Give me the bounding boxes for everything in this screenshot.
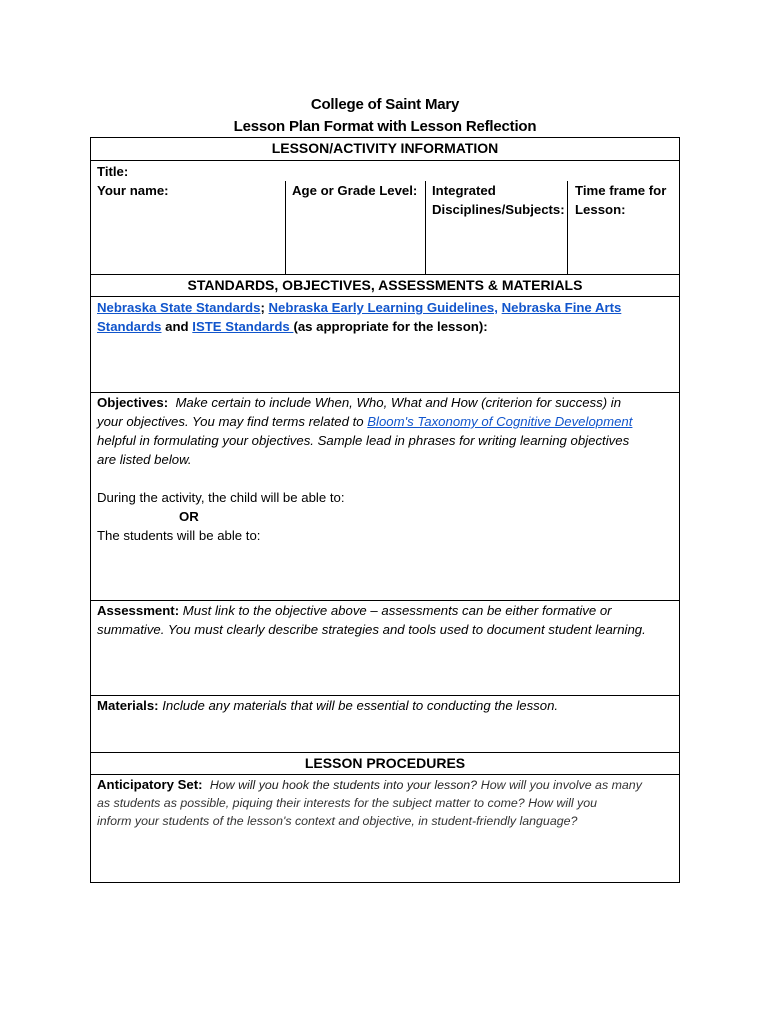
anticipatory-set-block xyxy=(91,774,679,882)
college-name: College of Saint Mary xyxy=(310,96,460,113)
link-nebraska-early-learning[interactable]: Nebraska Early Learning Guidelines, xyxy=(268,300,498,315)
objectives-label: Objectives: xyxy=(97,395,169,410)
title-label: Title: xyxy=(97,164,129,179)
section-heading-standards: STANDARDS, OBJECTIVES, ASSESSMENTS & MATERIALS xyxy=(91,274,679,296)
time-line-1: Time frame for xyxy=(575,183,667,198)
assessment-block xyxy=(91,600,679,695)
anticipatory-q1b: How will you involve as many xyxy=(480,778,642,792)
link-nebraska-fine-arts-part2[interactable]: Standards xyxy=(97,319,162,334)
link-iste-standards[interactable]: ISTE Standards xyxy=(192,319,294,334)
anticipatory-q1: How will you hook the students into your lesson? xyxy=(209,778,478,792)
your-name-label: Your name: xyxy=(97,183,169,198)
time-line-2: Lesson: xyxy=(575,202,626,217)
during-activity-text: During the activity, the child will be able to: xyxy=(97,490,345,505)
section-heading-lesson-info: LESSON/ACTIVITY INFORMATION xyxy=(271,140,499,156)
section-heading-procedures: LESSON PROCEDURES xyxy=(91,752,679,774)
objectives-text-3: helpful in formulating your objectives. Sample lead in phrases for writing learning objectives xyxy=(97,433,630,448)
separator: ; xyxy=(260,300,265,315)
students-able-text: The students will be able to: xyxy=(97,528,261,543)
objectives-text-1: Make certain to include When, Who, What and How (criterion for success) in xyxy=(175,395,622,410)
and-text: and xyxy=(165,319,189,334)
materials-label: Materials: xyxy=(97,698,159,713)
integrated-disciplines-label xyxy=(432,181,565,219)
time-frame-label xyxy=(575,181,666,219)
assessment-label: Assessment: xyxy=(97,603,180,618)
objectives-block xyxy=(91,392,679,600)
info-grid xyxy=(91,160,679,274)
objectives-text-4: are listed below. xyxy=(97,452,192,467)
materials-block xyxy=(91,695,679,752)
materials-text: Include any materials that will be essential to conducting the lesson. xyxy=(162,698,559,713)
or-text: OR xyxy=(179,509,199,524)
anticipatory-line-3: inform your students of the lesson's context and objective, in student-friendly language? xyxy=(97,814,578,828)
document-title: Lesson Plan Format with Lesson Reflection xyxy=(233,118,537,135)
assessment-text-2: summative. You must clearly describe strategies and tools used to document student learning. xyxy=(97,622,646,637)
standards-suffix: (as appropriate for the lesson): xyxy=(293,319,488,334)
integrated-line-2: Disciplines/Subjects: xyxy=(432,202,565,217)
link-nebraska-state-standards[interactable]: Nebraska State Standards xyxy=(97,300,261,315)
link-nebraska-fine-arts-part1[interactable]: Nebraska Fine Arts xyxy=(501,300,622,315)
link-blooms-taxonomy[interactable]: Bloom's Taxonomy of Cognitive Development xyxy=(367,414,633,429)
age-grade-label: Age or Grade Level: xyxy=(292,183,418,198)
lesson-plan-form xyxy=(90,137,680,883)
anticipatory-set-label: Anticipatory Set: xyxy=(97,777,203,792)
integrated-line-1: Integrated xyxy=(432,183,496,198)
assessment-text-1: Must link to the objective above – assessments can be either formative or xyxy=(182,603,612,618)
objectives-text-2: your objectives. You may find terms related to xyxy=(97,414,364,429)
anticipatory-line-2: as students as possible, piquing their interests for the subject matter to come? How will you xyxy=(97,796,597,810)
standards-block xyxy=(91,296,679,392)
